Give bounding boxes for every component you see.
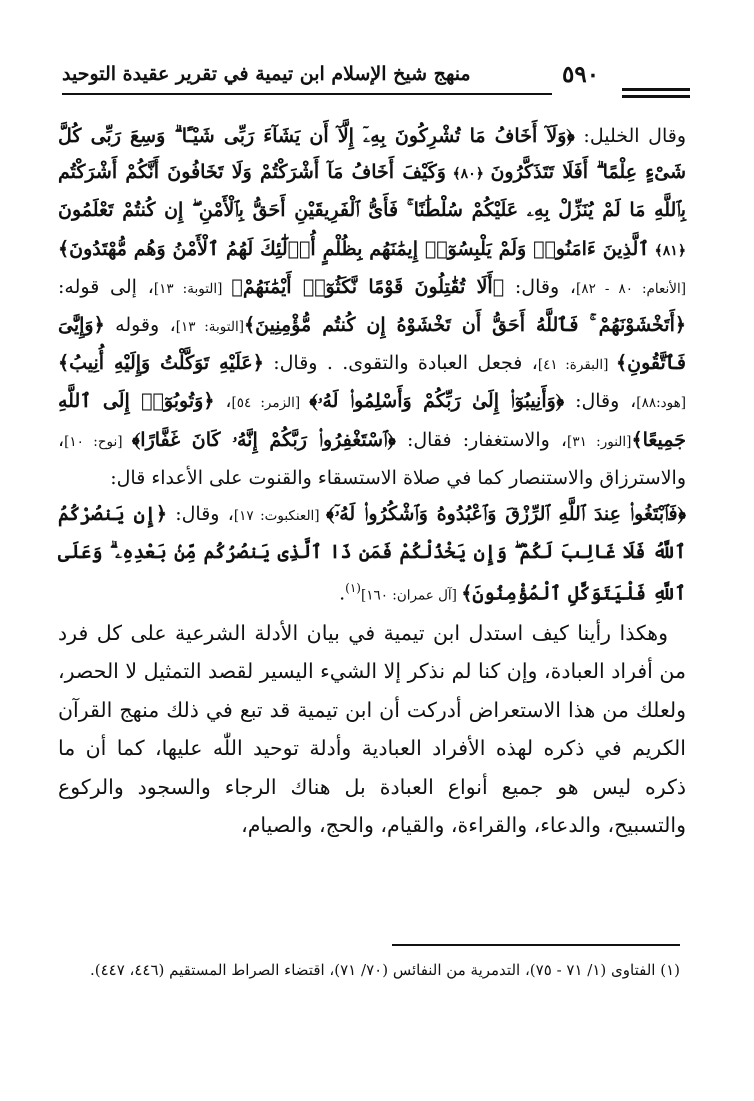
text-segment: ، وقال:: [504, 275, 577, 298]
verse-reference: [العنكبوت: ١٧]: [233, 508, 327, 525]
text-segment: ، وقوله: [104, 314, 176, 337]
footnote-separator: [392, 944, 680, 946]
page-number-rule-bottom: [622, 95, 690, 98]
quran-verse: ﴿عَلَيْهِ تَوَكَّلْتُ وَإِلَيْهِ أُنِيبُ﴾: [58, 352, 264, 375]
quran-verse: ﴿وَتُوبُوٓا۟ إِلَى ٱللَّهِ جَمِيعًا﴾: [58, 390, 686, 451]
text-segment: ، وقال:: [167, 503, 234, 526]
text-segment: .: [339, 582, 346, 605]
verse-reference: [البقرة: ٤١]: [537, 357, 616, 374]
quran-verse: ٱلَّذِينَ ءَامَنُوا۟ وَلَمْ يَلْبِسُوٓا۟ إِيمَٰنَهُم بِظُلْمٍ أُو۟لَٰٓئِكَ لَهُمُ ٱلْأَمْنُ وَهُم مُّهْتَدُونَ﴾: [58, 237, 650, 260]
text-segment: ، وقال:: [564, 390, 637, 413]
quran-verse: ﴿فَٱبْتَغُوا۟ عِندَ ٱللَّهِ ٱلرِّزْقَ وَٱعْبُدُوهُ وَٱشْكُرُوا۟ لَهُۥٓ﴾: [326, 503, 687, 526]
verse-reference: [النور: ٣١]: [567, 433, 632, 450]
verse-reference: [نوح: ١٠]: [64, 433, 132, 450]
verse-reference: [الزمر: ٥٤]: [231, 395, 310, 412]
quran-verse: ﴿وَإِيَّٰىَ فَٱتَّقُونِ﴾: [58, 314, 687, 375]
text-segment: وهكذا رأينا كيف استدل ابن تيمية في بيان الأدلة الشرعية على كل فرد من أفراد العبادة، وإن كنا لم نذكر إلا الشيء اليسير لقصد التمثيل لا الحصر، ولعلك من هذا الاستعراض أدركت أن ابن تيمية قد تبع في ذلك منهج القرآن الكريم في ذكره لهذه الأفراد العبادية وأدلة توحيد اللّٰه عليها، كما أن ما ذكره ليس هو جميع أنواع العبادة بل هناك الرجاء والسجود والركوع والتسبيح، والدعاء، والقراءة، والقيام، والحج، والصيام،: [58, 620, 686, 838]
header-underline: [62, 93, 552, 95]
text-segment: ، فجعل العبادة والتقوى. . وقال:: [263, 352, 538, 375]
footnote-marker: (١): [345, 581, 361, 596]
quran-verse: ﴿ٱسْتَغْفِرُوا۟ رَبَّكُمْ إِنَّهُۥ كَانَ غَفَّارًا﴾: [131, 428, 396, 451]
page-header: [62, 55, 684, 105]
verse-reference: [آل عمران: ١٦٠]: [360, 587, 462, 604]
footnote: (١) الفتاوى (١/ ٧١ - ٧٥)، التدمرية من النفائس (٧٠/ ٧١)، اقتضاء الصراط المستقيم (٤٤٦، ٤٤٧).: [89, 961, 680, 979]
ayah-number: ﴿٨١﴾: [649, 242, 687, 259]
text-segment: ، والاسترزاق والاستنصار كما في صلاة الاستسقاء والقنوت على الأعداء قال:: [58, 428, 686, 489]
verse-reference: [الأنعام: ٨٠ - ٨٢]: [576, 280, 686, 297]
paragraph: [58, 118, 686, 496]
quran-verse: ﴿أَتَخْشَوْنَهُمْ ۚ فَٱللَّهُ أَحَقُّ أَن تَخْشَوْهُ إِن كُنتُم مُّؤْمِنِينَ﴾: [243, 314, 687, 337]
paragraph: [58, 496, 686, 614]
text-segment: ، والاستغفار: فقال:: [395, 428, 568, 451]
page-number-rule-top: [622, 88, 690, 91]
ayah-number: ﴿٨٠﴾: [445, 166, 491, 183]
main-text: [58, 118, 686, 845]
quran-verse: ﴿إِن يَنصُرْكُمُ ٱللَّهُ فَلَا غَالِبَ لَكُمْ ۖ وَإِن يَخْذُلْكُمْ فَمَن ذَا ٱلَّذِى يَنصُرُكُم مِّنۢ بَعْدِهِۦ ۗ وَعَلَى ٱللَّهِ فَلْيَتَوَكَّلِ ٱلْمُؤْمِنُونَ﴾: [58, 503, 686, 605]
text-segment: ، إلى قوله:: [58, 275, 154, 298]
quran-verse: ﴿أَلَا تُقَٰتِلُونَ قَوْمًا نَّكَثُوٓا۟ أَيْمَٰنَهُمْ﴾: [231, 275, 505, 298]
verse-reference: [هود:٨٨]: [636, 395, 687, 412]
text-segment: ،: [214, 390, 232, 413]
text-segment: وقال الخليل:: [574, 125, 687, 147]
verse-reference: [التوبة: ١٣]: [175, 319, 244, 336]
quran-verse: ﴿وَأَنِيبُوٓا۟ إِلَىٰ رَبِّكُمْ وَأَسْلِمُوا۟ لَهُۥ﴾: [309, 390, 565, 413]
paragraph: [58, 614, 686, 845]
quran-verse: وَكَيْفَ أَخَافُ مَآ أَشْرَكْتُمْ وَلَا تَخَافُونَ أَنَّكُمْ أَشْرَكْتُم بِٱللَّهِ مَا لَمْ يُنَزِّلْ بِهِۦ عَلَيْكُمْ سُلْطَٰنًا ۚ فَأَىُّ ٱلْفَرِيقَيْنِ أَحَقُّ بِٱلْأَمْنِ ۖ إِن كُنتُمْ تَعْلَمُونَ: [58, 161, 686, 222]
quran-verse: ﴿وَلَآ أَخَافُ مَا تُشْرِكُونَ بِهِۦٓ إِلَّآ أَن يَشَآءَ رَبِّى شَيْـًٔا ۗ وَسِعَ رَبِّى كُلَّ شَىْءٍ عِلْمًا ۗ أَفَلَا تَتَذَكَّرُونَ: [58, 125, 687, 184]
verse-reference: [التوبة: ١٣]: [153, 280, 232, 297]
page-number: ٥٩٠: [562, 61, 600, 88]
running-title: منهج شيخ الإسلام ابن تيمية في تقرير عقيدة التوحيد: [62, 63, 471, 85]
